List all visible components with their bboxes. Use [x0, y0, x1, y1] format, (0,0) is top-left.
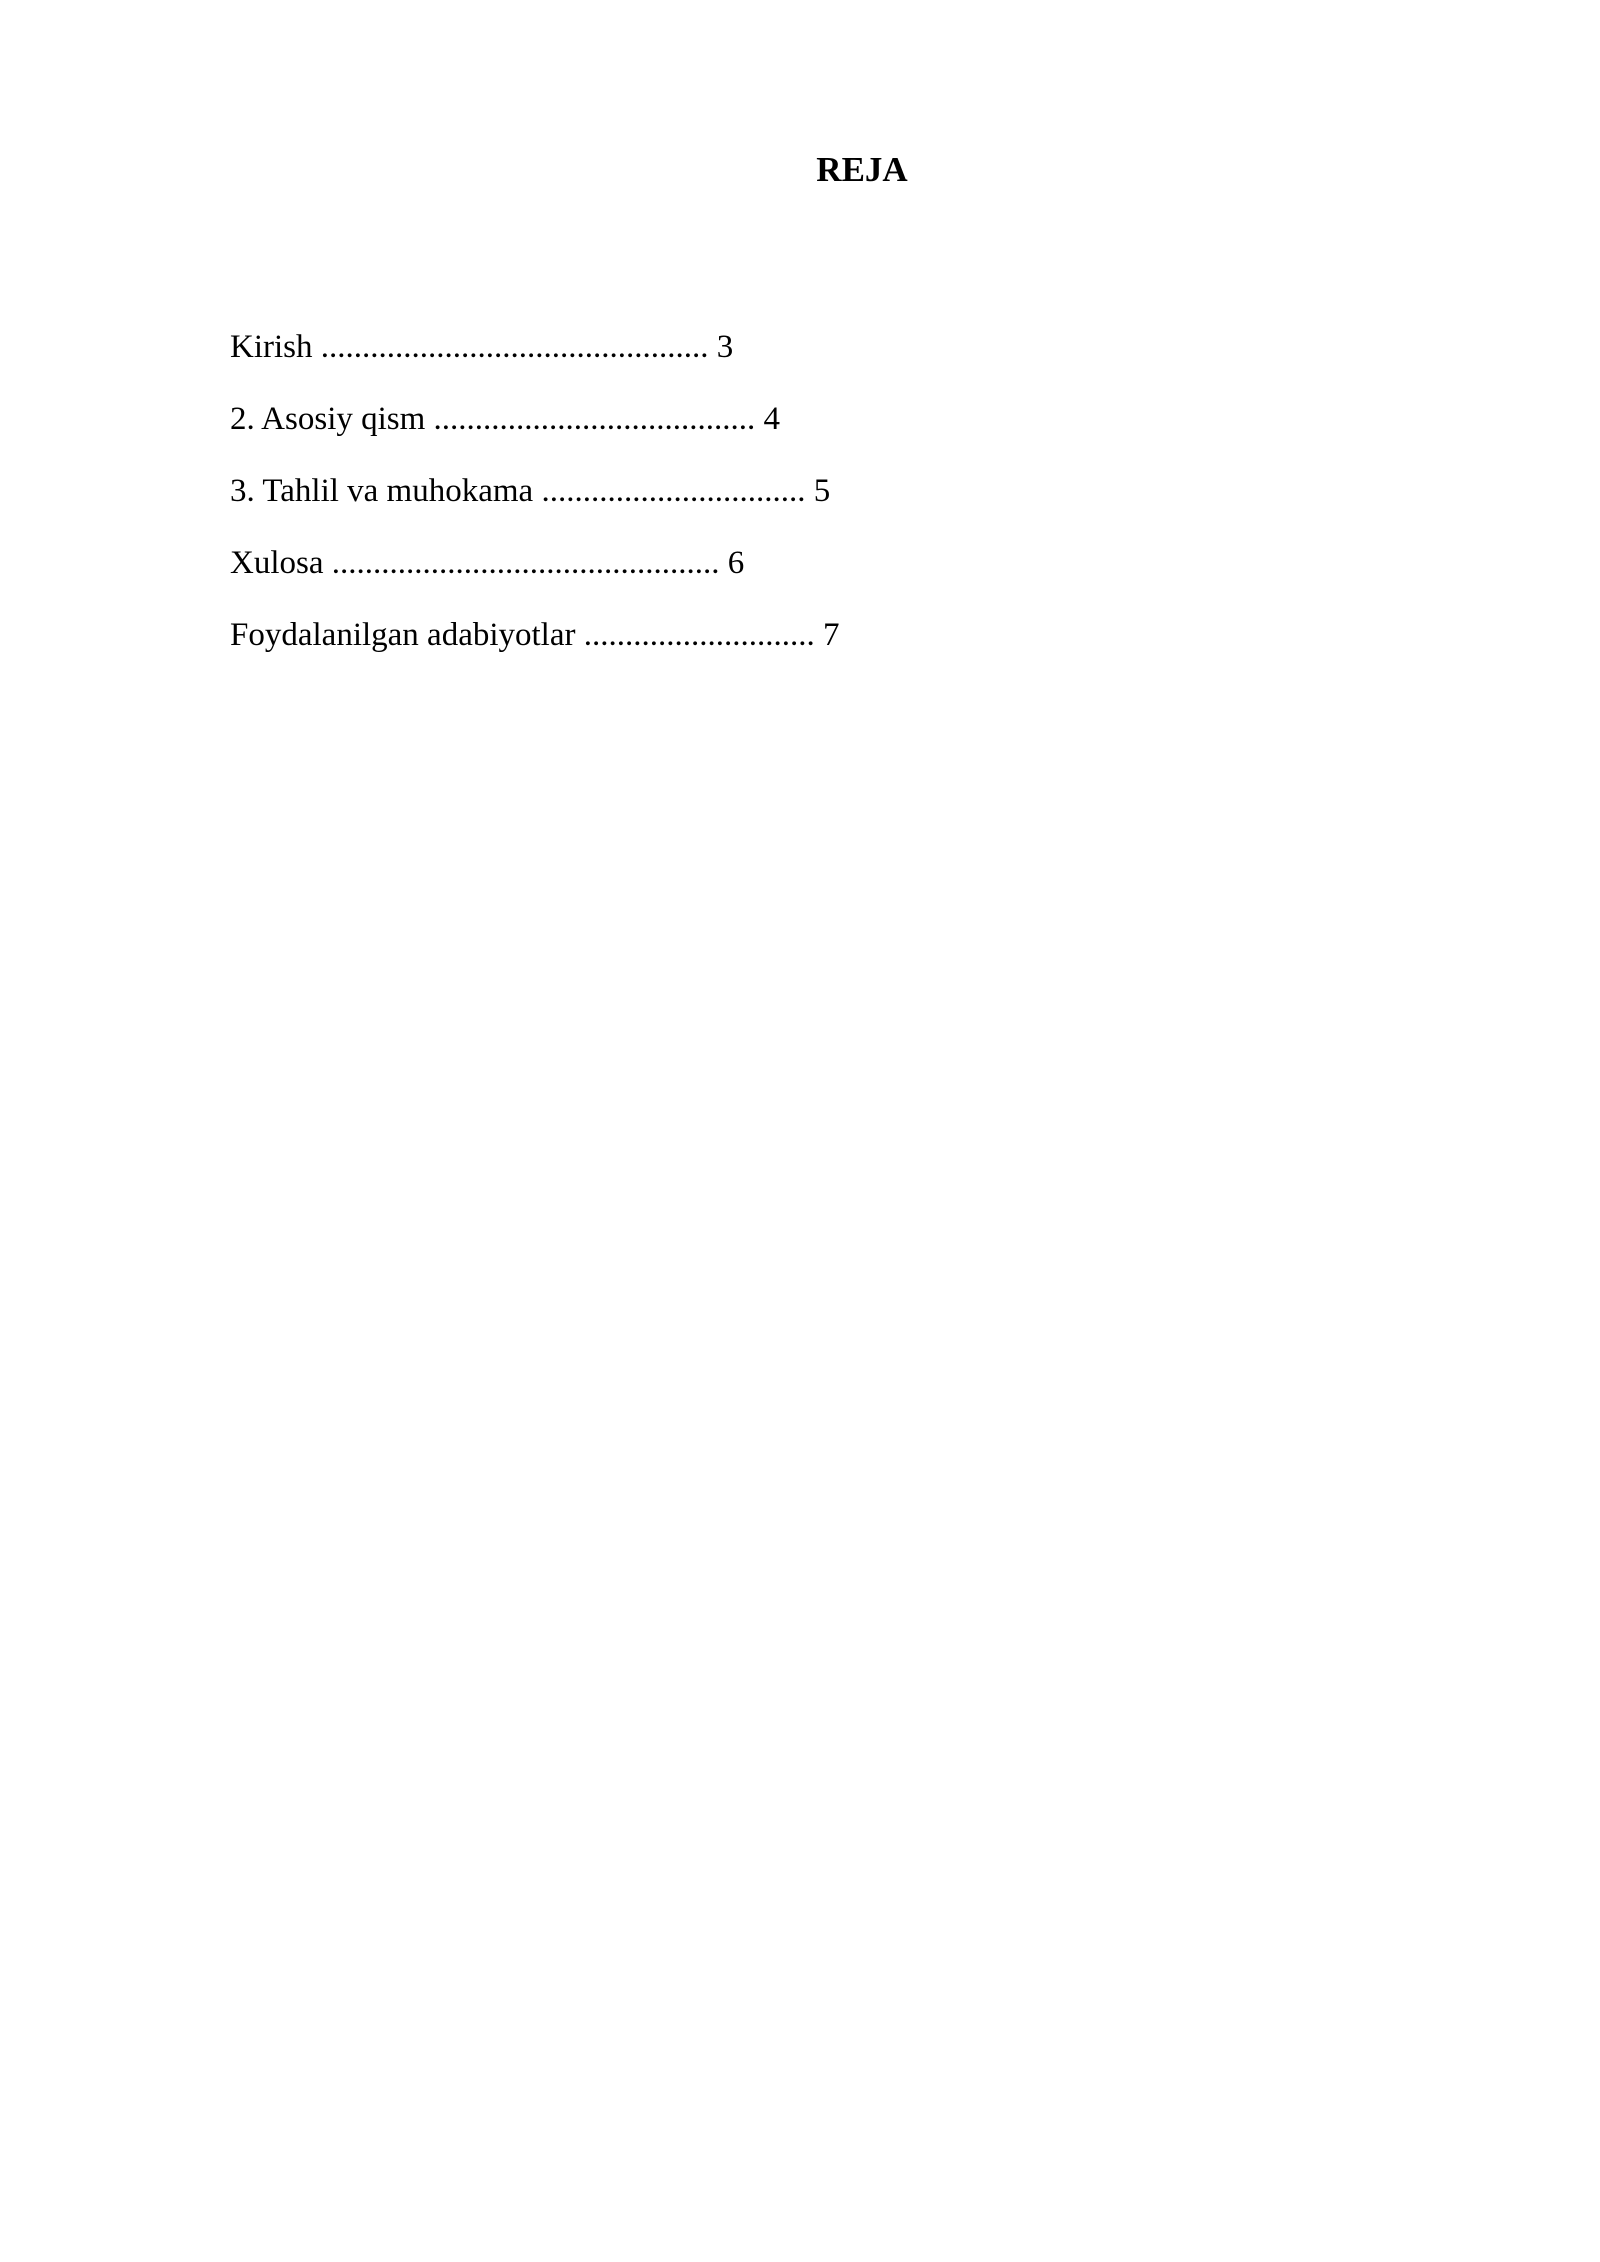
toc-entry-kirish: Kirish ............................................... 3 — [230, 329, 734, 365]
table-of-contents — [230, 327, 840, 687]
page-title: REJA — [816, 150, 908, 189]
toc-entry-foydalanilgan-adabiyotlar: Foydalanilgan adabiyotlar ............................ 7 — [230, 617, 840, 653]
toc-entry-asosiy-qism: 2. Asosiy qism ....................................... 4 — [230, 401, 781, 437]
toc-entry-tahlil-va-muhokama: 3. Tahlil va muhokama ................................ 5 — [230, 473, 831, 509]
toc-entry-xulosa: Xulosa ............................................... 6 — [230, 545, 745, 581]
